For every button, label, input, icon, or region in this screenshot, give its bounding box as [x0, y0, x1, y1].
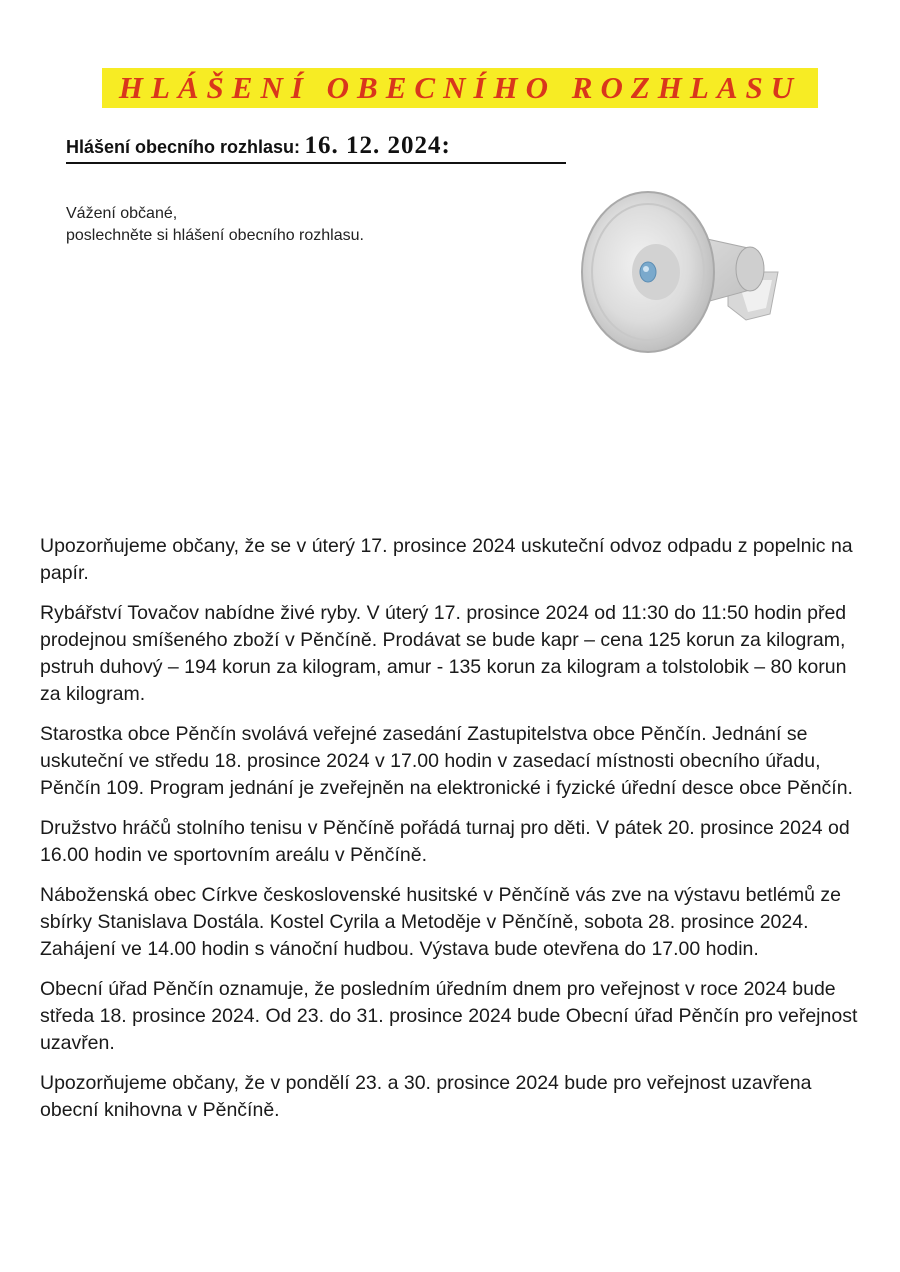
- megaphone-icon: [578, 186, 788, 362]
- announcement-heading: [66, 132, 566, 164]
- announcement-office-closure: Obecní úřad Pěnčín oznamuje, že posledním úředním dnem pro veřejnost v roce 2024 bude středa 18. prosince 2024. Od 23. do 31. prosince 2024 bude Obecní úřad Pěnčín pro veřejnost uzavřen.: [40, 978, 858, 1054]
- announcement-date: 16. 12. 2024:: [304, 132, 451, 159]
- announcement-table-tennis: Družstvo hráčů stolního tenisu v Pěnčíně pořádá turnaj pro děti. V pátek 20. prosince 2024 od 16.00 hodin ve sportovním areálu v Pěnčíně.: [40, 817, 850, 866]
- greeting: [66, 203, 364, 247]
- page-title: HLÁŠENÍ OBECNÍHO ROZHLASU: [118, 70, 802, 105]
- announcement-paper-collection: Upozorňujeme občany, že se v úterý 17. prosince 2024 uskuteční odvoz odpadu z popelnic na papír.: [40, 535, 853, 584]
- announcement-fish-sale: Rybářství Tovačov nabídne živé ryby. V úterý 17. prosince 2024 od 11:30 do 11:50 hodin před prodejnou smíšeného zboží v Pěnčíně. Prodávat se bude kapr – cena 125 korun za kilogram, pstruh duhový – 194 korun za kilogram, amur - 135 korun za kilogram a tolstolobik – 80 korun za kilogram.: [40, 602, 847, 705]
- announcement-nativity-exhibition: Náboženská obec Církve československé husitské v Pěnčíně vás zve na výstavu betlémů ze sbírky Stanislava Dostála. Kostel Cyrila a Metoděje v Pěnčíně, sobota 28. prosince 2024. Zahájení ve 14.00 hodin s vánoční hudbou. Výstava bude otevřena do 17.00 hodin.: [40, 884, 841, 960]
- announcement-heading-label: Hlášení obecního rozhlasu:: [66, 137, 301, 157]
- announcement-library-closure: Upozorňujeme občany, že v pondělí 23. a 30. prosince 2024 bude pro veřejnost uzavřena obecní knihovna v Pěnčíně.: [40, 1072, 812, 1121]
- announcements-list: [40, 533, 870, 1137]
- announcement-council-meeting: Starostka obce Pěnčín svolává veřejné zasedání Zastupitelstva obce Pěnčín. Jednání se uskuteční ve středu 18. prosince 2024 v 17.00 hodin v zasedací místnosti obecního úřadu, Pěnčín 109. Program jednání je zveřejněn na elektronické i fyzické úřední desce obce Pěnčín.: [40, 723, 853, 799]
- title-banner: [102, 68, 818, 108]
- greeting-line-2: poslechněte si hlášení obecního rozhlasu.: [66, 227, 364, 244]
- greeting-line-1: Vážení občané,: [66, 205, 178, 222]
